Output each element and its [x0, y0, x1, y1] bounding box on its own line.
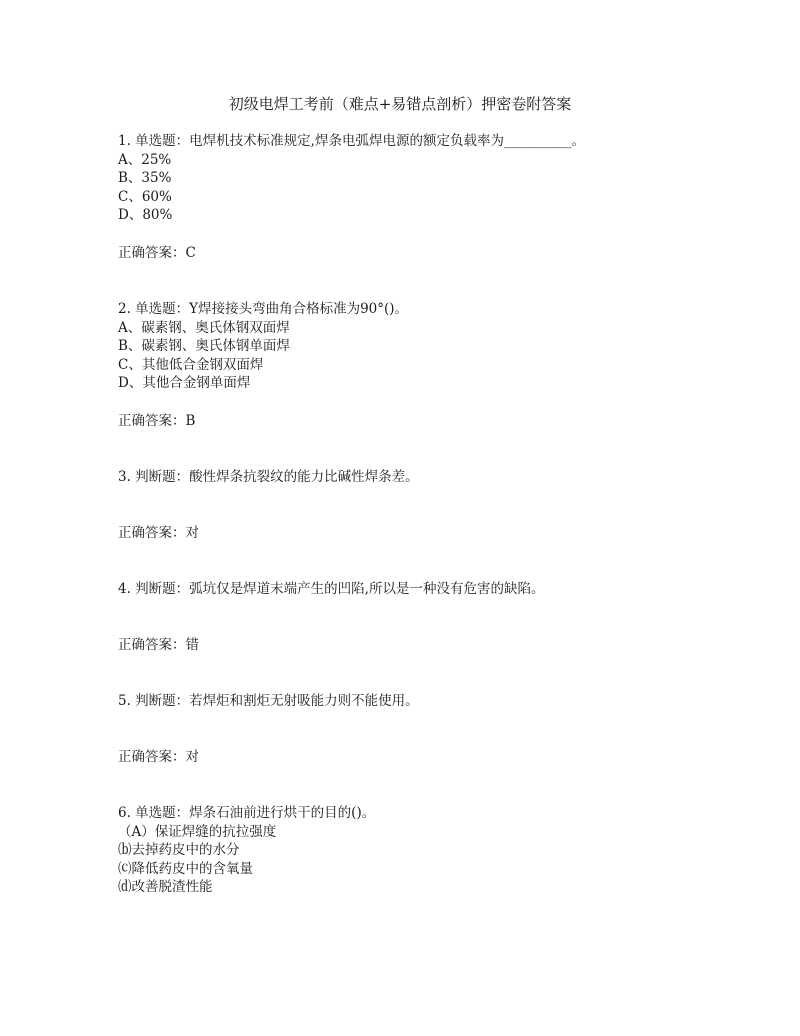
- option-d: D、80%: [118, 207, 173, 223]
- option-a: A、25%: [118, 151, 172, 168]
- question-2: [118, 300, 718, 393]
- option-a: A、碳素钢、奥氏体钢双面焊: [118, 319, 290, 336]
- question-6: [118, 804, 718, 897]
- option-b: ⒝去掉药皮中的水分: [118, 842, 240, 858]
- answer-4: 正确答案：错: [118, 637, 199, 653]
- option-b: B、35%: [118, 170, 172, 186]
- page-title: 初级电焊工考前（难点+易错点剖析）押密卷附答案: [228, 95, 572, 113]
- question-stem: 1. 单选题：电焊机技术标准规定,焊条电弧焊电源的额定负载率为__________。: [118, 133, 585, 149]
- answer-1: 正确答案：C: [118, 245, 196, 261]
- answer-5: 正确答案：对: [118, 749, 199, 765]
- question-stem: 6. 单选题：焊条石油前进行烘干的目的()。: [118, 805, 376, 821]
- option-c: C、60%: [118, 188, 172, 205]
- option-b: B、碳素钢、奥氏体钢单面焊: [118, 338, 290, 354]
- question-3: [118, 468, 718, 487]
- option-d: ⒟改善脱渣性能: [118, 879, 213, 895]
- question-1: [118, 132, 718, 225]
- answer-3: 正确答案：对: [118, 525, 199, 541]
- option-d: D、其他合金钢单面焊: [118, 375, 251, 391]
- option-c: ⒞降低药皮中的含氧量: [118, 860, 253, 877]
- question-4: [118, 580, 718, 599]
- question-stem: 2. 单选题：Y焊接接头弯曲角合格标准为90°()。: [118, 301, 409, 317]
- option-a: （A）保证焊缝的抗拉强度: [118, 823, 277, 840]
- question-5: [118, 692, 718, 711]
- question-stem: 5. 判断题：若焊炬和割炬无射吸能力则不能使用。: [118, 693, 419, 709]
- question-stem: 3. 判断题：酸性焊条抗裂纹的能力比碱性焊条差。: [118, 469, 419, 485]
- question-stem: 4. 判断题：弧坑仅是焊道末端产生的凹陷,所以是一种没有危害的缺陷。: [118, 581, 545, 597]
- answer-2: 正确答案：B: [118, 413, 196, 429]
- option-c: C、其他低合金钢双面焊: [118, 356, 264, 373]
